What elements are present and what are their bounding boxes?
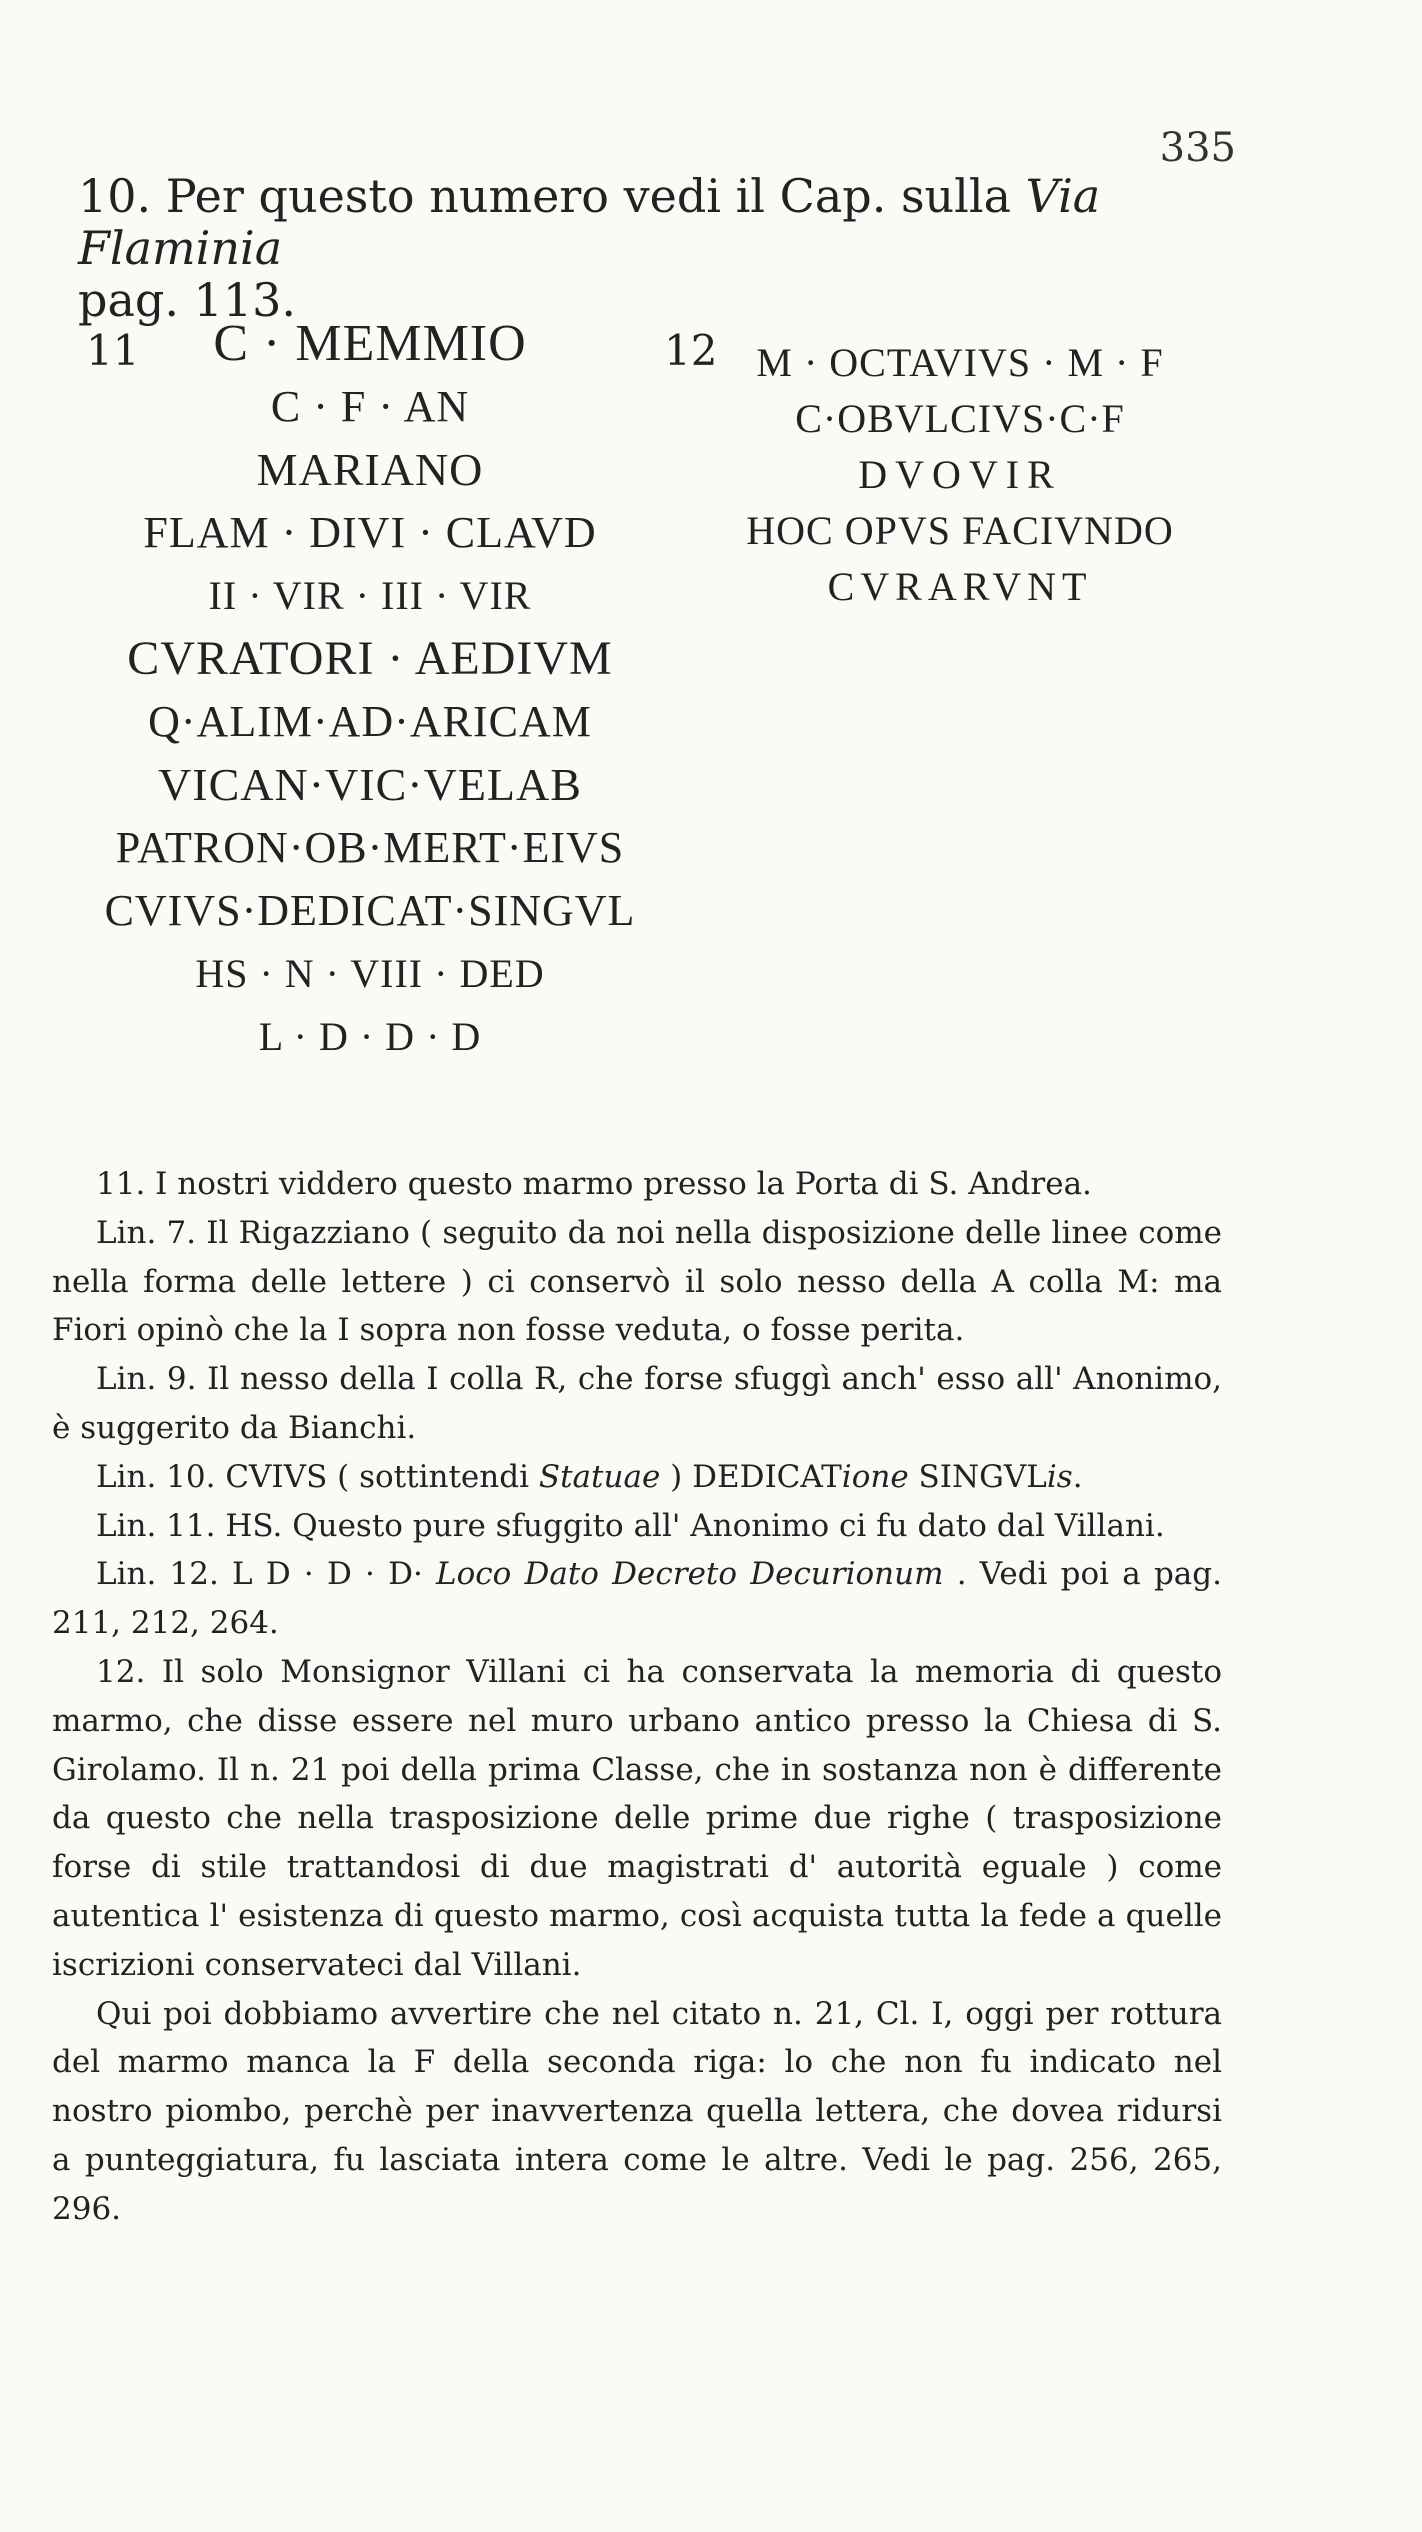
note-10-italic: Via Flaminia: [78, 169, 1101, 275]
inscription-11: [100, 312, 640, 1068]
inscription-11-line: MARIANO: [256, 444, 484, 495]
note-10-number: 10.: [78, 169, 152, 223]
inscription-12: [680, 335, 1240, 615]
inscription-11-line: CVIVS·DEDICAT·SINGVL: [104, 886, 636, 935]
inscription-11-line: FLAM · DIVI · CLAVD: [143, 508, 597, 557]
note-paragraph: Lin. 9. Il nesso della I colla R, che forse sfuggì anch' esso all' Anonimo, è suggerito da Bianchi.: [52, 1361, 1222, 1446]
note-paragraph: 12. Il solo Monsignor Villani ci ha conservata la memoria di questo marmo, che disse essere nel muro urbano antico presso la Chiesa di S. Girolamo. Il n. 21 poi della prima Classe, che in sostanza non è differente da questo che nella trasposizione delle prime due righe ( trasposizione forse di stile trattandosi di due magistrati d' autorità eguale ) come autentica l' esistenza di questo marmo, così acquista tutta la fede a quelle iscrizioni conservateci dal Villani.: [52, 1653, 1222, 1983]
note-paragraph: Lin. 11. HS. Questo pure sfuggito all' Anonimo ci fu dato dal Villani.: [96, 1507, 1165, 1544]
inscription-12-line: CVRARVNT: [827, 564, 1093, 609]
inscription-11-line: C · MEMMIO: [213, 315, 527, 372]
inscription-11-line: L · D · D · D: [258, 1014, 482, 1059]
inscription-11-line: Q·ALIM·AD·ARICAM: [148, 697, 592, 746]
inscription-11-line: C · F · AN: [270, 382, 470, 431]
inscription-12-line: HOC OPVS FACIVNDO: [746, 508, 1174, 553]
inscription-11-line: HS · N · VIII · DED: [195, 951, 545, 996]
inscription-11-label: 11: [86, 326, 140, 375]
inscription-12-line: DVOVIR: [858, 452, 1062, 497]
inscription-12-label: 12: [664, 326, 718, 375]
note-paragraph: Lin. 12. L D · D · D· Loco Dato Decreto Decurionum . Vedi poi a pag. 211, 212, 264.: [52, 1556, 1222, 1642]
note-10: [78, 170, 1258, 326]
inscription-11-line: PATRON·OB·MERT·EIVS: [115, 823, 625, 872]
inscription-12-line: C·OBVLCIVS·C·F: [795, 396, 1125, 441]
note-paragraph: 11. I nostri viddero questo marmo presso la Porta di S. Andrea.: [96, 1166, 1092, 1202]
commentary: [52, 1160, 1222, 2234]
note-10-text: Per questo numero vedi il Cap. sulla: [165, 169, 1012, 223]
note-paragraph: Qui poi dobbiamo avvertire che nel citato n. 21, Cl. I, oggi per rottura del marmo manca la F della seconda riga: lo che non fu indicato nel nostro piombo, perchè per inavvertenza quella lettera, che dovea ridursi a punteggiatura, fu lasciata intera come le altre. Vedi le pag. 256, 265, 296.: [52, 1995, 1222, 2227]
inscription-11-line: CVRATORI · AEDIVM: [127, 632, 613, 685]
note-paragraph: Lin. 7. Il Rigazziano ( seguito da noi nella disposizione delle linee come nella forma delle lettere ) ci conservò il solo nesso della A colla M: ma Fiori opinò che la I sopra non fosse veduta, o fosse perita.: [52, 1214, 1222, 1349]
note-paragraph: Lin. 10. CVIVS ( sottintendi Statuae ) DEDICATione SINGVLis.: [96, 1458, 1083, 1495]
inscription-12-line: M · OCTAVIVS · M · F: [756, 340, 1164, 385]
page-number: 335: [1159, 125, 1236, 171]
note-10-after: pag. 113.: [78, 273, 296, 327]
inscription-11-line: II · VIR · III · VIR: [208, 573, 532, 618]
inscription-11-line: VICAN·VIC·VELAB: [158, 759, 582, 810]
